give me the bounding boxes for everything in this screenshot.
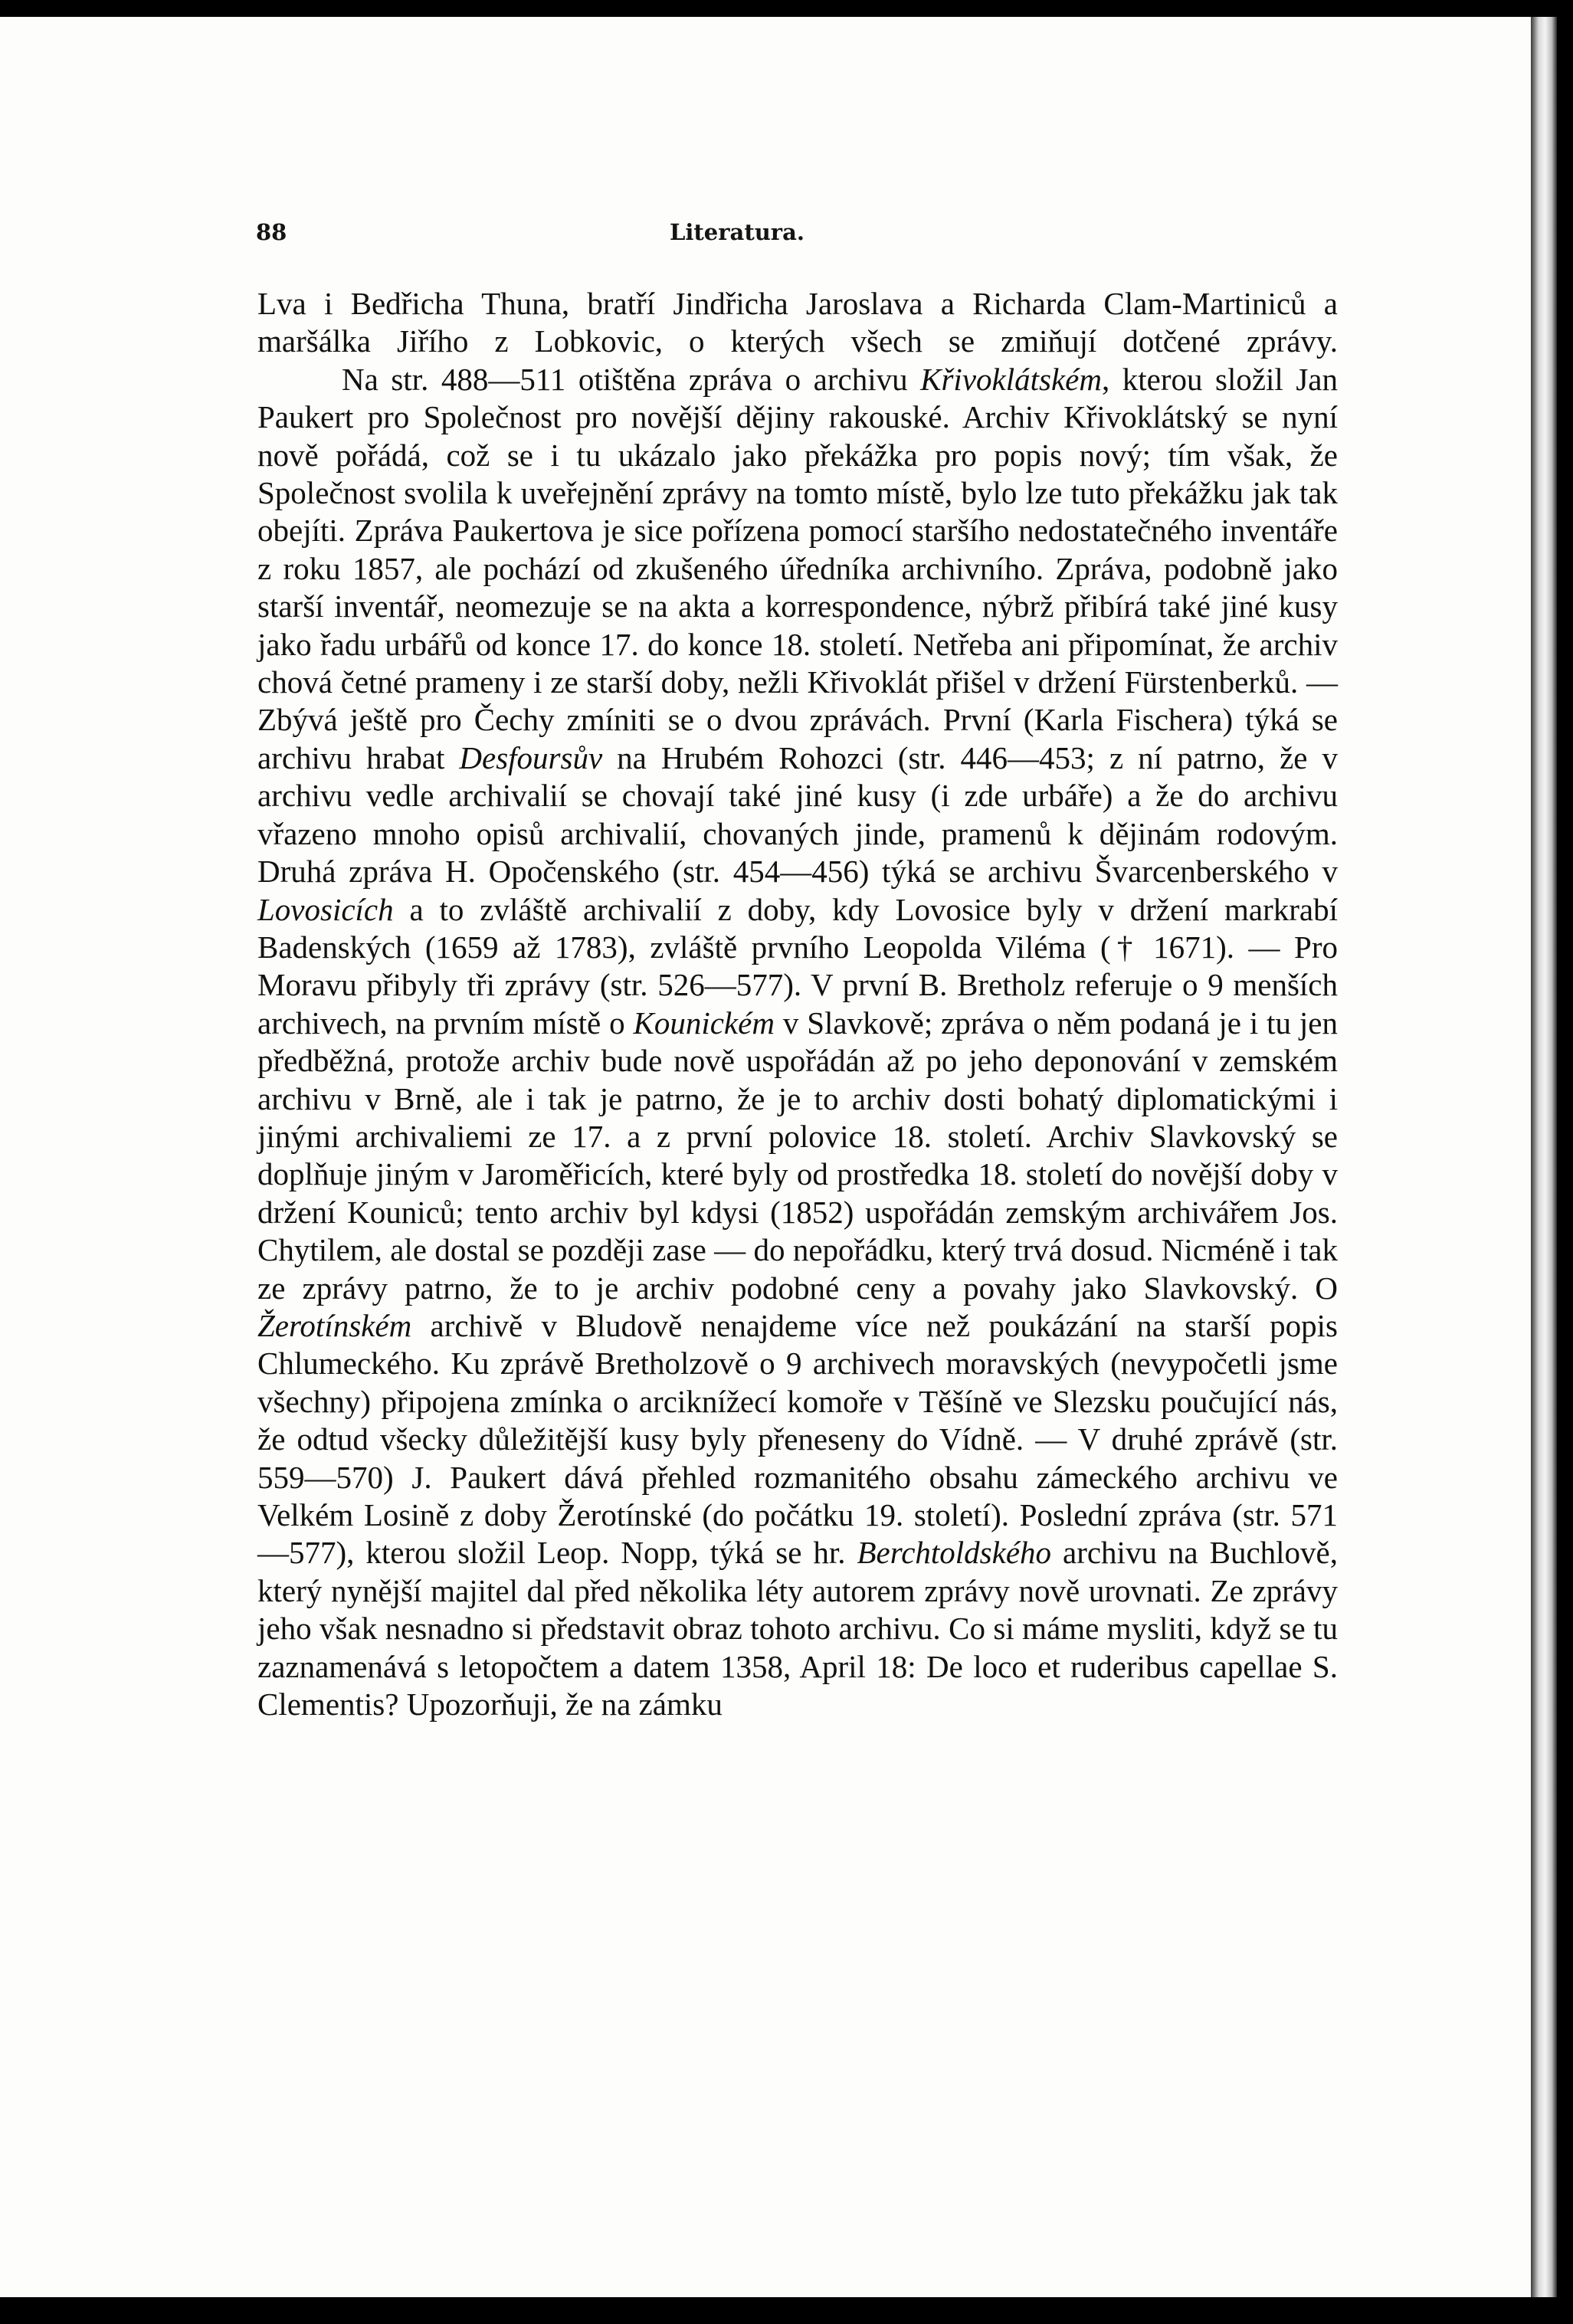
text-run: archivu na Buchlově, který nynější majitel dal před několika léty autorem zprávy nově urovnati. Ze zprávy jeho však nesnadno si představit obraz tohoto archivu. Co si máme mysliti, když se tu zaznamenává s letopočtem a datem 1358, April 18: De loco et ruderibus capellae S. Clementis? Upozorňuji, že na zámku [257, 1535, 1338, 1723]
text-run: Lva i Bedřicha Thuna, bratří Jindřicha Jaroslava a Richarda Clam-Martiniců a maršálka Jiřího z Lobkovic, o kterých všech se zmiňují dotčené zprávy. [257, 286, 1338, 359]
page-number: 88 [256, 219, 287, 245]
italic-term: Lovosicích [257, 891, 394, 927]
italic-term: Kounickém [633, 1005, 775, 1041]
paragraph [257, 285, 1338, 361]
italic-term: Desfoursův [459, 739, 603, 775]
italic-term: Křivoklátském [920, 361, 1102, 397]
italic-term: Žerotínském [257, 1307, 412, 1343]
italic-term: Berchtoldského [857, 1535, 1052, 1571]
text-run: a to zvláště archivalií z doby, kdy Lovosice byly v držení markrabí Badenských (1659 až 1783), zvláště prvního Leopolda Viléma († 1671). — Pro Moravu přibyly tři zprávy (str. 526—577). V první B. Bretholz referuje o 9 menších archivech, na prvním místě o [257, 891, 1338, 1041]
text-run: na Hrubém Rohozci (str. 446—453; z ní patrno, že v archivu vedle archivalií se chovají také jiné kusy (i zde urbáře) a že do archivu vřazeno mnoho opisů archivalií, chovaných jinde, pramenů k dějinám rodovým. Druhá zpráva H. Opočenského (str. 454—456) týká se archivu Švarcenberského v [257, 739, 1338, 890]
text-run: Na str. 488—511 otištěna zpráva o archivu [342, 361, 921, 397]
text-run: archivě v Bludově nenajdeme více než poukázání na starší popis Chlumeckého. Ku zprávě Bretholzově o 9 archivech moravských (nevypočetli jsme všechny) připojena zmínka o arciknížecí komoře v Těšíně ve Slezsku poučující nás, že odtud všecky důležitější kusy byly přeneseny do Vídně. — V druhé zprávě (str. 559—570) J. Paukert dává přehled rozmanitého obsahu zámeckého archivu ve Velkém Losině z doby Žerotínské (do počátku 19. století). Poslední zpráva (str. 571—577), kterou složil Leop. Nopp, týká se hr. [257, 1307, 1338, 1571]
book-spine-edge [1531, 17, 1557, 2297]
running-head: Literatura. [670, 219, 805, 245]
text-run: , kterou složil Jan Paukert pro Společnost pro novější dějiny rakouské. Archiv Křivoklátský se nyní nově pořádá, což se i tu ukázalo jako překážka pro popis nový; tím však, že Společnost svolila k uveřejnění zprávy na tomto místě, bylo lze tuto překážku jak tak obejíti. Zpráva Paukertova je sice pořízena pomocí staršího nedostatečného inventáře z roku 1857, ale pochází od zkušeného úředníka archivního. Zpráva, podobně jako starší inventář, neomezuje se na akta a korrespondence, nýbrž přibírá také jiné kusy jako řadu urbářů od konce 17. do konce 18. století. Netřeba ani připomínat, že archiv chová četné prameny i ze starší doby, nežli Křivoklát přišel v držení Fürstenberků. — Zbývá ještě pro Čechy zmíniti se o dvou zprávách. První (Karla Fischera) týká se archivu hrabat [257, 361, 1338, 775]
page-header [256, 219, 1336, 257]
text-run: v Slavkově; zpráva o něm podaná je i tu jen předběžná, protože archiv bude nově uspořádán až po jeho deponování v zemském archivu v Brně, ale i tak je patrno, že je to archiv dosti bohatý diplomatickými i jinými archivaliemi ze 17. a z první polovice 18. století. Archiv Slavkovský se doplňuje jiným v Jaroměřicích, které byly od prostředka 18. století do novější doby v držení Kouniců; tento archiv byl kdysi (1852) uspořádán zemským archivářem Jos. Chytilem, ale dostal se později zase — do nepořádku, který trvá dosud. Nicméně i tak ze zprávy patrno, že to je archiv podobné ceny a povahy jako Slavkovský. O [257, 1005, 1339, 1306]
body-text [257, 285, 1338, 1723]
paragraph [257, 361, 1338, 1724]
